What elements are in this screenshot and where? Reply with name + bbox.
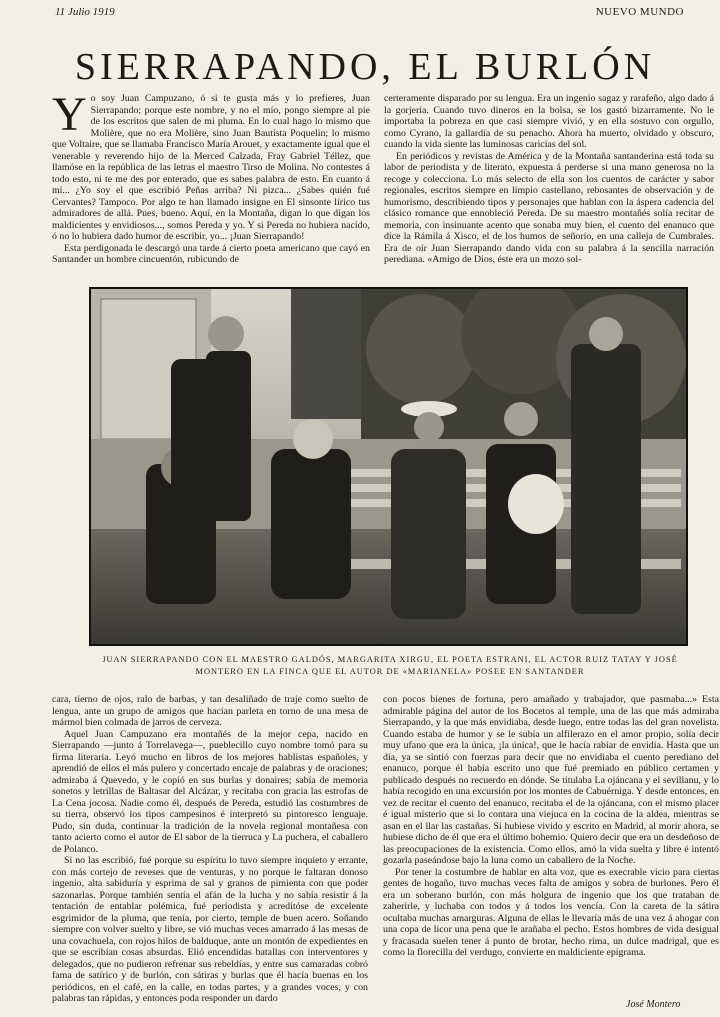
paragraph: En periódicos y revistas de América y de la Montaña santanderina está toda su labor de periodista y de literato, expuesta á perderse si una mano generosa no la recoge y colecciona. Lo más selecto de ella son los cuentos de carácter y sabor regionales, escritos siempre en limpio castellano, rebosantes de observación y de humorismo, describiendo tipos y personajes que hablan con la áspera cadencia del clásico romance que ennobleció Pereda. De su maestro montañés solía recitar de memoria, con insinuante acento que sonaba muy bien, el cuento del enanuco que dice la Rámila á Xisco, el de los humos de señorío, en una calleja de Cumbrales. Era de oír Juan Sierrapando dando vida con su palabra á la sencilla narración perediana. «Amigo de Dios, éste era un mozo sol-	[384, 150, 714, 265]
photo-caption: JUAN SIERRAPANDO CON EL MAESTRO GALDÓS, MARGARITA XIRGU, EL POETA ESTRANI, EL ACTOR RUIZ TATAY Y JOSÉ MONTERO EN LA FINCA QUE EL AUTOR DE «MARIANELA» POSEE EN SANTANDER	[102, 655, 678, 676]
paragraph: Por tener la costumbre de hablar en alta voz, que es execrable vicio para ciertas gentes de hogaño, tuvo muchas veces falta de amigos y sobra de burlones. Pero él era un soberano burlón, con más holgura de ingenio que los que trataban de zaherirle, y luchaba con todos y á todos los vencía. Con la careta de la sátira ocultaba muchas amarguras. Alguna de ellas le llevaría más de una vez á ahogar con una copa de licor una pena que le arañaba el pecho. Estos hombres de vida desigual y fracasada suelen tener á punto de brotar, hecho rima, un dulce madrigal, que es como la florecilla del verdugo, convierte en maldiciente epigrama.	[383, 866, 719, 958]
paragraph: Esta perdigonada le descargó una tarde á cierto poeta americano que cayó en Santander un hombre cincuentón, rubicundo de	[52, 242, 370, 265]
paragraph: Aquel Juan Campuzano era montañés de la mejor cepa, nacido en Sierrapando —junto á Torrelavega—, pueblecillo cuyo nombre tomó para su firma literaria. Leyó mucho en libros de los mejores hablistas españoles, y aprendió de ellos el más pulero y concertado encaje de palabras y de oraciones; admiraba á Quevedo, y le copió en sus burlas y donaires; sabía de memoria sonetos y letrillas de Baltasar del Alcázar, y recitaba con gracia las estrofas de La Cena jocosa. Nadie como él, después de Pereda, estudió las costumbres de su tierra, observó los tipos campesinos é interpretó su pintoresco lenguaje. Pudo, sin duda, continuar la tradición de la novela regional montañesa con tanto acierto como el autor de El sabor de la tierruca y La puchera, el caballero de Polanco.	[52, 728, 368, 855]
drop-cap: Y	[52, 93, 87, 141]
paragraph: certeramente disparado por su lengua. Era un ingenio sagaz y rarafeño, algo dado á la gorjería. Cuando tuvo dineros en la bolsa, se los gastó bizarramente. No le importaba la pobreza en que casi siempre vivió, y en ella sostuvo con orgullo, como Cyrano, la gallardía de su penacho. Ahora ha muerto, olvidado y obscuro, cuando la vida siente las luminosas caricias del sol.	[384, 93, 714, 150]
opening-paragraph	[52, 93, 370, 243]
group-photograph	[89, 287, 688, 646]
article-title: SIERRAPANDO, EL BURLÓN	[74, 46, 656, 88]
paragraph: cara, tierno de ojos, ralo de barbas, y tan desaliñado de traje como suelto de lengua, ante un grupo de amigos que hacían parleta en torno de una mesa de mármol bien colmada de jarros de cerveza.	[52, 694, 368, 728]
page-header	[55, 6, 684, 22]
paragraph: con pocos bienes de fortuna, pero amañado y trabajador, que pasmaba...» Esta admirable página del autor de los Bocetos al temple, una de las que más admiraba Sierrapando, y la que más envidiaba, desde luego, entre todas las del gran novelista. Cuando estaba de humor y se le subía un alfilerazo en el amor propio, solía decir muy ufano que era la única, ¡la única!, que le hacía rabiar de envidia. Hasta que un día, ya se sintió con fuerzas para decir que no envidiaba el cuento perediano del enanuco, porque él había escrito uno que fué premiado en público certamen y publicado después no recuerdo en dónde. Se titulaba La ojáncana y el sevillanu, y lo había recogido en una excursión por los montes de Cabuérniga. Y desde entonces, en vez de recitar el cuento del enanuco, recitaba el de la ojáncana, con el mismo placer é igual misterio que si lo contara una viejuca en la cocina de la aldea, mientras se asan en el llar las castañas. Si hubiese vivido y escrito en Madrid, al morir ahora, se hubiese dicho de él que era el último bohemio. Quiero decir que era un desdeñoso de las preocupaciones de la existencia. Como ellos, amó la vida suelta y libre é intentó gozarla paseándose bajo la luna como un caballero de la Noche.	[383, 694, 719, 866]
photo-illustration	[91, 289, 686, 644]
article-column-3	[52, 694, 368, 1012]
article-column-4	[383, 694, 719, 1012]
author-signature: José Montero	[626, 999, 681, 1010]
article-column-1	[52, 93, 370, 283]
paragraph: Si no las escribió, fué porque su espíritu lo tuvo siempre inquieto y errante, con más cortejo de reveses que de venturas, y no porque le faltaran donoso ingenio, alta sabiduría y esprima de sal y granos de pimienta con que poder sazonarlas. Porque también sentía el afán de la lucha y no sabía resistir á la tentación de entablar polémica, fué periodista y acreditóse de excelente esgrimidor de la pluma, que tenía, por cierto, temple de buen acero. Soñando siempre con volver suelto y libre, se vió muchas veces amarrado á las mesas de una covachuela, con rojos hilos de balduque, ante un montón de expedientes en que se escribían cosas absurdas. Elió encendidas batallas con interventores y delegados, que no pudieron refrenar sus rebeldías, y entre sus camaradas cobró fama de satírico y de burlón, con sátiras y burlas que él hacía buenas en los periódicos, en el café, en la calle, en todas partes, y a grandes voces, y con palabras tan rápidas, y entonces poda responder un dardo	[52, 855, 368, 1004]
magazine-name: NUEVO MUNDO	[595, 6, 684, 18]
article-column-2	[384, 93, 714, 283]
opening-text: o soy Juan Campuzano, ó si te gusta más y lo prefieres, Juan Sierrapando; porque este nombre, y no el mío, pongo siempre al pie de los escritos que salen de mi pluma. En lo cual hago lo mismo que Molière, que no era Molière, sino Juan Bautista Poquelin; lo mismo que Voltaire, que se llamaba Francisco María Arouet, y exactamente igual que el venerable y reverendo hijo de la Merced Calzada, Fray Gabriel Téllez, que llamóse en la república de las letras el maestro Tirso de Molina. No contestes á todo esto, ni te me des por enterado, que es sabes palabra de esto. En cuanto á mí... ¿Yo soy el que escribió Peñas arriba? Ni pizca... ¿Sabes quién fué Cervantes? Tampoco. Por algo te han llamado insigne en El sinsonte lírico tus admiradores de allá. Pues, bueno. Aquí, en la Montaña, digan lo que digan los maldicientes y envidiosos..., somos Pereda y yo. Y si Pereda no hubiera nacido, ó no lo hubiera dado humor de escribir, yo... ¡Juan Sierrapando!	[52, 93, 370, 242]
issue-date: 11 Julio 1919	[55, 6, 115, 18]
